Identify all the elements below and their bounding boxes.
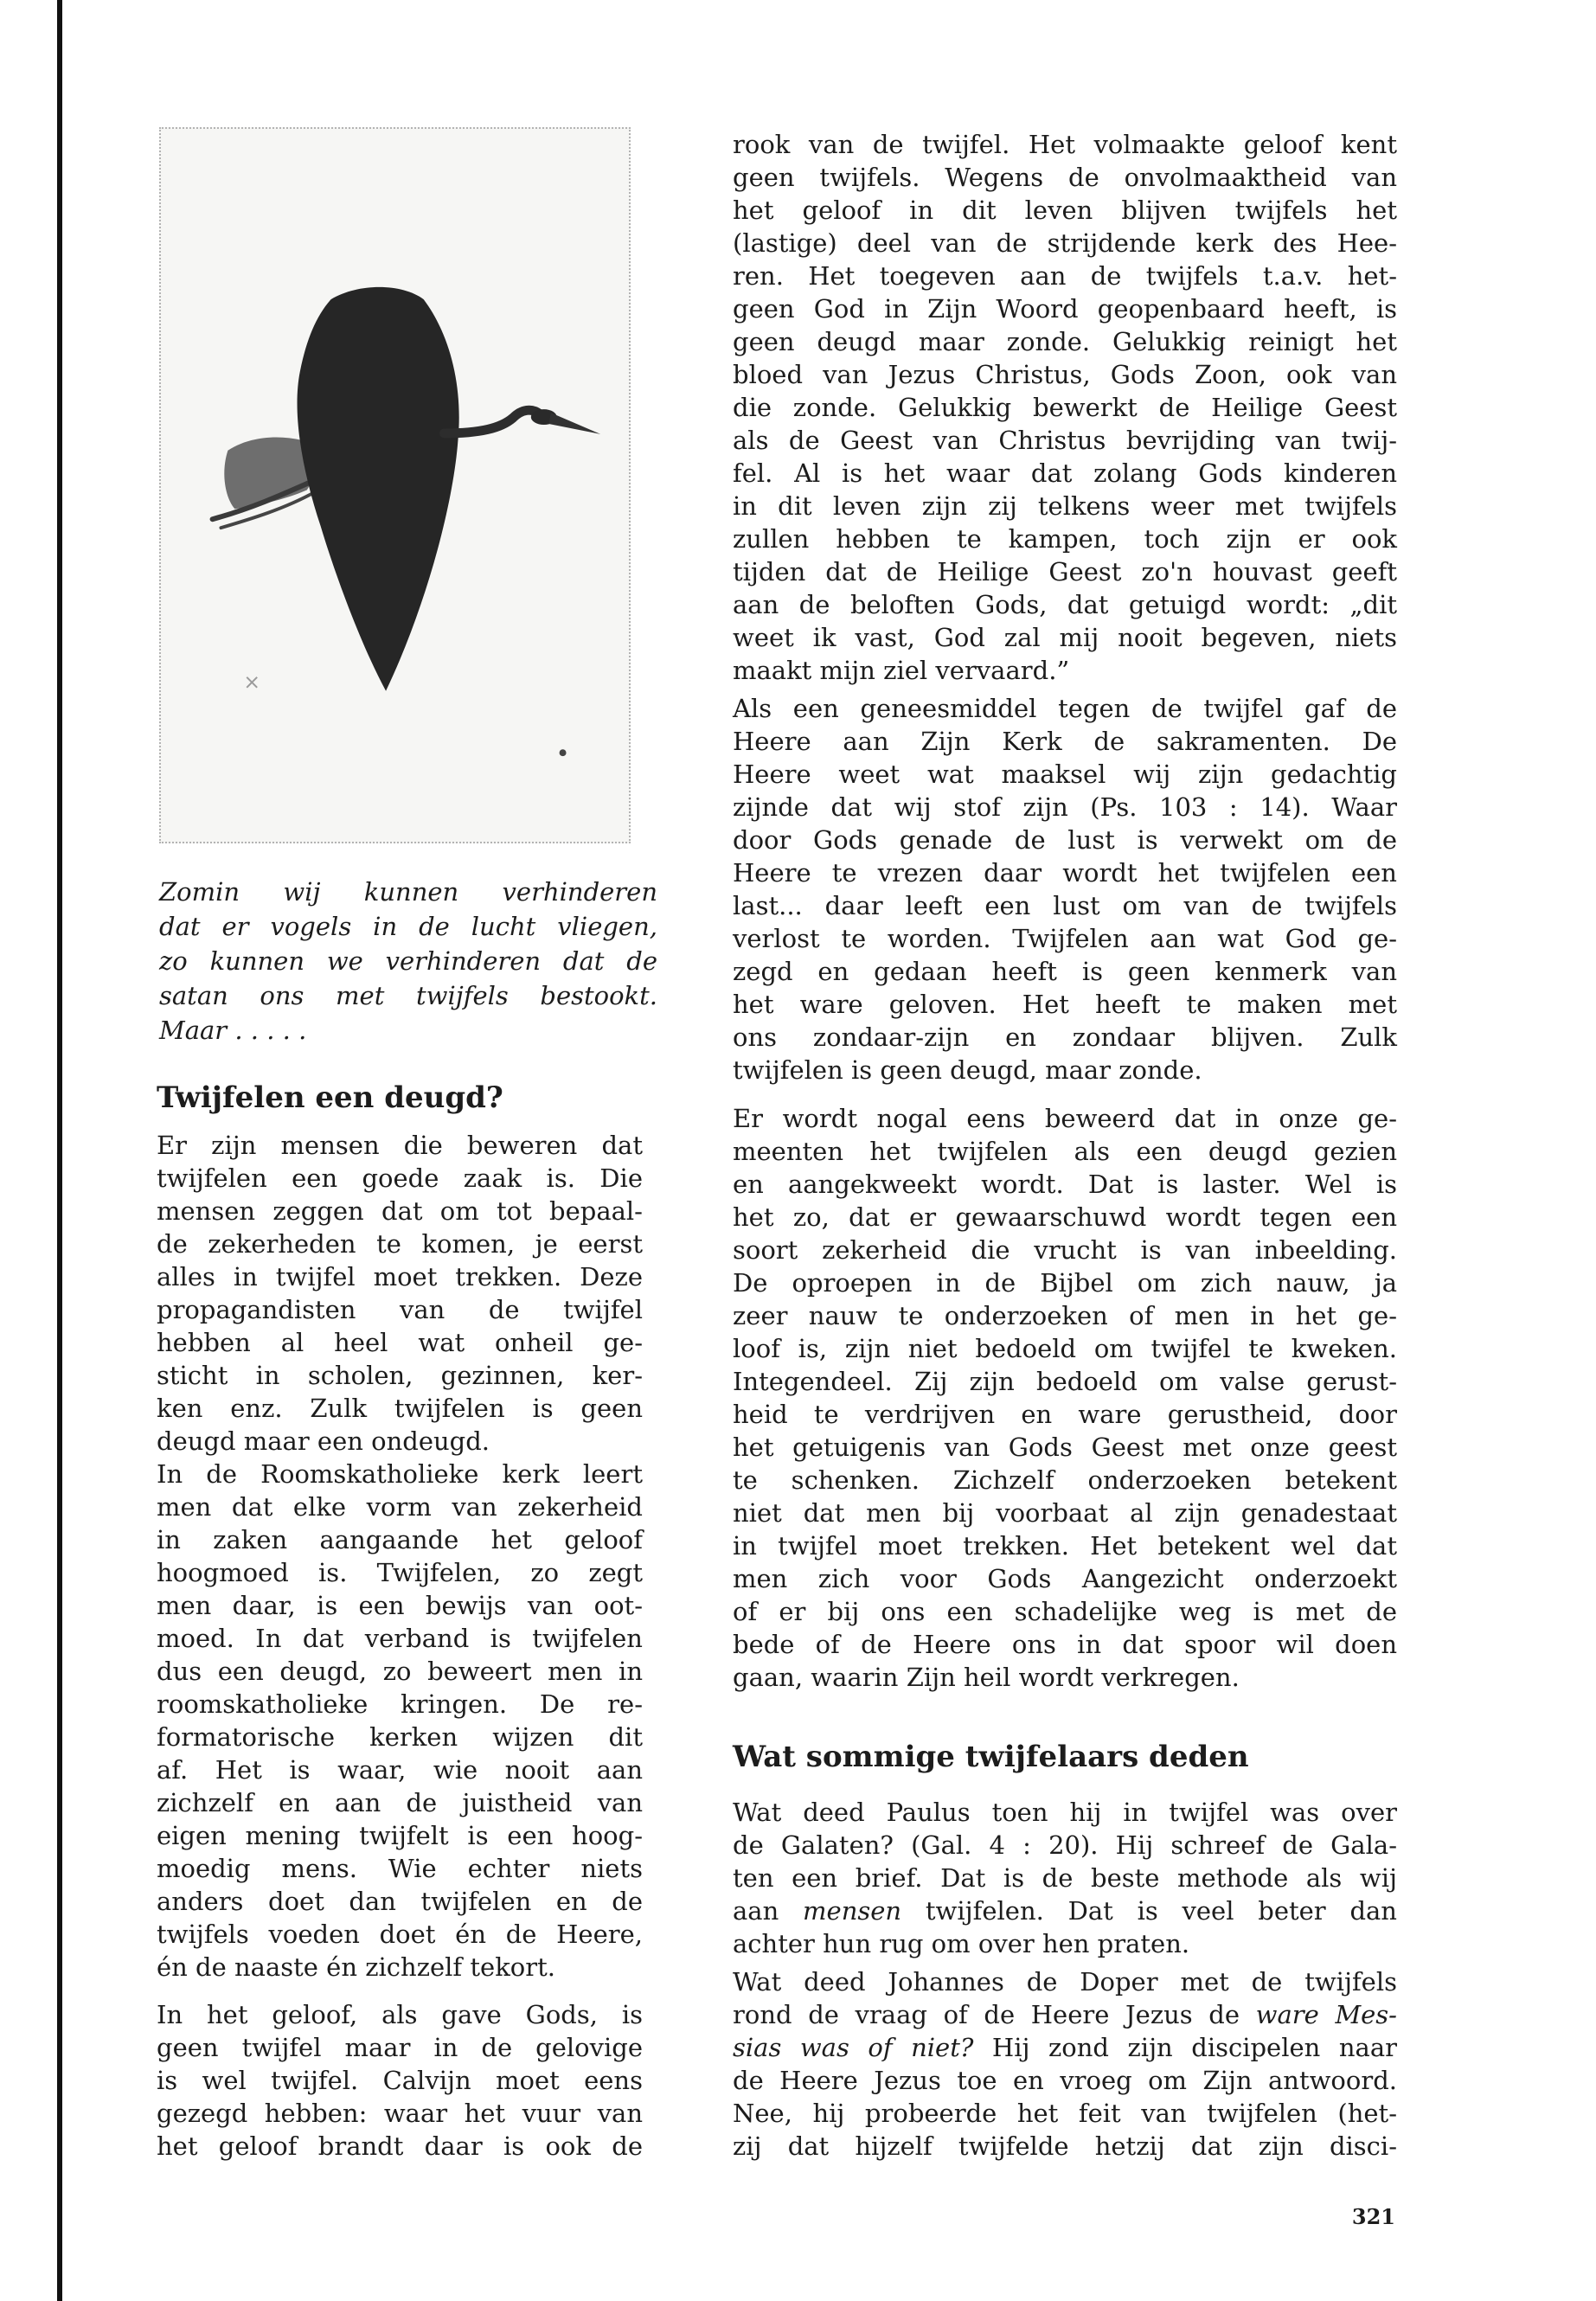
text-line: weet ik vast, God zal mij nooit begeven, niets (733, 623, 1397, 652)
text-line: dat er vogels in de lucht vliegen, (159, 912, 657, 941)
text-line: zichzelf en aan de juistheid van (157, 1788, 643, 1817)
photo-specks (247, 677, 566, 756)
heron-illustration (161, 129, 629, 842)
text-line: ten een brief. Dat is de beste methode als wij (733, 1863, 1397, 1893)
text-line: in dit leven zijn zij telkens weer met twijfels (733, 491, 1397, 521)
text-line: Wat deed Paulus toen hij in twijfel was over (733, 1798, 1397, 1827)
text-line: Er wordt nogal eens beweerd dat in onze ge- (733, 1104, 1397, 1133)
text-line: alles in twijfel moet trekken. Deze (157, 1262, 643, 1292)
text-line: roomskatholieke kringen. De re- (157, 1689, 643, 1719)
text-line: geen twijfels. Wegens de onvolmaaktheid van (733, 163, 1397, 192)
paragraph (733, 128, 1397, 687)
text-line: deugd maar een ondeugd. (157, 1426, 490, 1456)
text-line: dus een deugd, zo beweert men in (157, 1657, 643, 1686)
text-line: formatorische kerken wijzen dit (157, 1722, 643, 1752)
text-line: men zich voor Gods Aangezicht onderzoekt (733, 1564, 1397, 1593)
text-line: te schenken. Zichzelf onderzoeken betekent (733, 1465, 1397, 1495)
left-column (157, 1079, 643, 2169)
section-heading: Wat sommige twijfelaars deden (733, 1740, 1249, 1774)
text-line: geen deugd maar zonde. Gelukkig reinigt het (733, 327, 1397, 356)
text-line: het ware geloven. Het heeft te maken met (733, 990, 1397, 1019)
right-column (733, 128, 1397, 2163)
text-line: zeer nauw te onderzoeken of men in het ge- (733, 1301, 1397, 1330)
text-line: soort zekerheid die vrucht is van inbeelding. (733, 1235, 1397, 1265)
text-line: Zomin wij kunnen verhinderen (159, 877, 657, 907)
emphasized-text: mensen (803, 1896, 902, 1926)
text-line: sticht in scholen, gezinnen, ker- (157, 1361, 643, 1390)
text-line: mensen zeggen dat om tot bepaal- (157, 1196, 643, 1226)
text-line: het zo, dat er gewaarschuwd wordt tegen een (733, 1202, 1397, 1232)
text-line: last... daar leeft een lust om van de twijfels (733, 891, 1397, 920)
text-line: verlost te worden. Twijfelen aan wat God ge- (733, 924, 1397, 953)
text-line: de zekerheden te komen, je eerst (157, 1229, 643, 1259)
text-line: Als een geneesmiddel tegen de twijfel gaf de (733, 694, 1397, 723)
figure-caption (159, 875, 657, 1048)
paragraph (733, 1102, 1397, 1694)
text-line: men daar, is een bewijs van oot- (157, 1591, 643, 1620)
text-line: niet dat men bij voorbaat al zijn genadestaat (733, 1498, 1397, 1528)
text-line: heid te verdrijven en ware gerustheid, door (733, 1400, 1397, 1429)
text-line: propagandisten van de twijfel (157, 1295, 643, 1324)
text-line: tijden dat de Heilige Geest zo'n houvast geeft (733, 557, 1397, 586)
text-span: Hij zond zijn discipelen naar (973, 2033, 1397, 2062)
text-line: het geloof in dit leven blijven twijfels het (733, 195, 1397, 225)
text-line: hebben al heel wat onheil ge- (157, 1328, 643, 1357)
section-heading: Twijfelen een deugd? (157, 1080, 503, 1115)
text-line: Er zijn mensen die beweren dat (157, 1131, 643, 1160)
text-line: geen God in Zijn Woord geopenbaard heeft, is (733, 294, 1397, 324)
paragraph (733, 1796, 1397, 1960)
text-line: gezegd hebben: waar het vuur van (157, 2099, 643, 2128)
text-line: moedig mens. Wie echter niets (157, 1854, 643, 1883)
text-line (733, 1894, 1397, 1927)
text-line: die zonde. Gelukkig bewerkt de Heilige Geest (733, 393, 1397, 422)
text-line: Nee, hij probeerde het feit van twijfelen (het- (733, 2099, 1397, 2128)
text-line: twijfelen is geen deugd, maar zonde. (733, 1055, 1202, 1085)
text-line: zegd en gedaan heeft is geen kenmerk van (733, 957, 1397, 986)
text-line: maakt mijn ziel vervaard.” (733, 656, 1070, 685)
text-line: achter hun rug om over hen praten. (733, 1929, 1190, 1958)
paragraph (157, 1998, 643, 2163)
text-line (733, 2031, 1397, 2064)
text-line: in zaken aangaande het geloof (157, 1525, 643, 1554)
text-line: De oproepen in de Bijbel om zich nauw, ja (733, 1268, 1397, 1298)
text-line: rook van de twijfel. Het volmaakte geloof kent (733, 130, 1397, 159)
text-line: zullen hebben te kampen, toch zijn er ook (733, 524, 1397, 554)
text-line: door Gods genade de lust is verwekt om de (733, 825, 1397, 855)
text-line: men dat elke vorm van zekerheid (157, 1492, 643, 1522)
text-line: de Heere Jezus toe en vroeg om Zijn antwoord. (733, 2066, 1397, 2095)
text-line: bloed van Jezus Christus, Gods Zoon, ook van (733, 360, 1397, 389)
text-line: ren. Het toegeven aan de twijfels t.a.v. het- (733, 261, 1397, 291)
emphasized-text: ware Mes- (1255, 2000, 1397, 2029)
text-line: (lastige) deel van de strijdende kerk des Hee- (733, 228, 1397, 258)
text-line: anders doet dan twijfelen en de (157, 1887, 643, 1916)
text-line: de Galaten? (Gal. 4 : 20). Hij schreef de Gala- (733, 1830, 1397, 1860)
heron-wing (298, 287, 459, 691)
paragraph (157, 1129, 643, 1458)
text-line: fel. Al is het waar dat zolang Gods kinderen (733, 458, 1397, 488)
paragraph (733, 1965, 1397, 2163)
text-line: In de Roomskatholieke kerk leert (157, 1459, 643, 1489)
heron-photo (159, 127, 631, 843)
text-line: Heere aan Zijn Kerk de sakramenten. De (733, 727, 1397, 756)
text-span: rond de vraag of de Heere Jezus de (733, 2000, 1256, 2029)
text-span: twijfelen. Dat is veel beter dan (901, 1896, 1397, 1926)
text-line: In het geloof, als gave Gods, is (157, 2000, 643, 2029)
text-line: is wel twijfel. Calvijn moet eens (157, 2066, 643, 2095)
text-line: of er bij ons een schadelijke weg is met de (733, 1597, 1397, 1626)
text-line: zij dat hijzelf twijfelde hetzij dat zijn disci- (733, 2131, 1397, 2161)
text-span: aan (733, 1896, 804, 1926)
text-line: zijnde dat wij stof zijn (Ps. 103 : 14). Waar (733, 792, 1397, 822)
text-line: Wat deed Johannes de Doper met de twijfels (733, 1967, 1397, 1997)
text-line: eigen mening twijfelt is een hoog- (157, 1821, 643, 1850)
page-edge-rule (57, 0, 62, 2301)
figure (159, 127, 657, 1048)
text-line: bede of de Heere ons in dat spoor wil doen (733, 1630, 1397, 1659)
text-line: twijfels voeden doet én de Heere, (157, 1920, 643, 1949)
text-line: loof is, zijn niet bedoeld om twijfel te kweken. (733, 1334, 1397, 1363)
text-line: als de Geest van Christus bevrijding van twij- (733, 426, 1397, 455)
text-line: geen twijfel maar in de gelovige (157, 2033, 643, 2062)
heron-beak (549, 413, 601, 434)
text-line: hoogmoed is. Twijfelen, zo zegt (157, 1558, 643, 1587)
text-line: het geloof brandt daar is ook de (157, 2131, 643, 2161)
text-line: Heere te vrezen daar wordt het twijfelen een (733, 858, 1397, 888)
text-line: en aangekweekt wordt. Dat is laster. Wel is (733, 1170, 1397, 1199)
text-line: Maar . . . . . (159, 1016, 307, 1045)
text-line: Heere weet wat maaksel wij zijn gedachtig (733, 760, 1397, 789)
paragraph (733, 692, 1397, 1086)
text-line: gaan, waarin Zijn heil wordt verkregen. (733, 1663, 1240, 1692)
text-line: ken enz. Zulk twijfelen is geen (157, 1394, 643, 1423)
text-line: het getuigenis van Gods Geest met onze geest (733, 1433, 1397, 1462)
text-line: satan ons met twijfels bestookt. (159, 981, 657, 1010)
text-line (733, 1998, 1397, 2031)
text-line: én de naaste én zichzelf tekort. (157, 1952, 555, 1982)
text-line: Integendeel. Zij zijn bedoeld om valse gerust- (733, 1367, 1397, 1396)
page-number: 321 (1351, 2204, 1395, 2229)
paragraph (157, 1458, 643, 1984)
text-line: twijfelen een goede zaak is. Die (157, 1163, 643, 1193)
text-line: aan de beloften Gods, dat getuigd wordt: „dit (733, 590, 1397, 619)
text-line: in twijfel moet trekken. Het betekent wel dat (733, 1531, 1397, 1561)
text-line: ons zondaar-zijn en zondaar blijven. Zulk (733, 1022, 1397, 1052)
text-line: zo kunnen we verhinderen dat de (159, 946, 657, 976)
text-line: af. Het is waar, wie nooit aan (157, 1755, 643, 1785)
text-line: moed. In dat verband is twijfelen (157, 1624, 643, 1653)
emphasized-text: sias was of niet? (733, 2033, 974, 2062)
text-line: meenten het twijfelen als een deugd gezien (733, 1137, 1397, 1166)
